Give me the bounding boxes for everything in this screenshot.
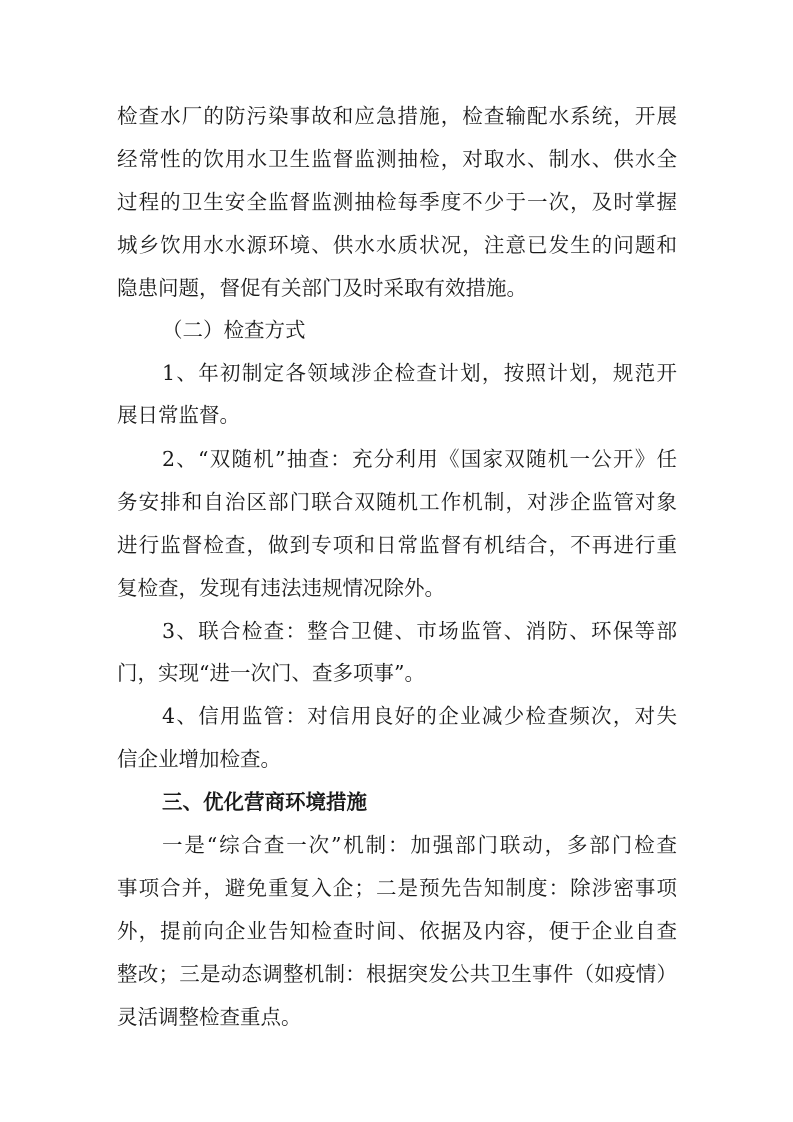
- paragraph-line: 复检查，发现有违法违规情况除外。: [117, 576, 445, 600]
- paragraph-line: 经常性的饮用水卫生监督监测抽检，对取水、制水、供水全: [117, 147, 677, 171]
- paragraph-line: 检查水厂的防污染事故和应急措施，检查输配水系统，开展: [117, 104, 677, 128]
- paragraph-line: 隐患问题，督促有关部门及时采取有效措施。: [117, 276, 527, 300]
- paragraph-line: 进行监督检查，做到专项和日常监督有机结合，不再进行重: [117, 533, 677, 557]
- paragraph-line: 灵活调整检查重点。: [117, 1005, 302, 1029]
- paragraph-line: 信企业增加检查。: [117, 747, 281, 771]
- paragraph-line: 展日常监督。: [117, 403, 240, 427]
- paragraph-line: 整改；三是动态调整机制：根据突发公共卫生事件（如疫情）: [117, 962, 677, 986]
- list-item: 1、年初制定各领域涉企检查计划，按照计划，规范开: [162, 361, 677, 385]
- list-item: 3、联合检查：整合卫健、市场监管、消防、环保等部: [162, 619, 677, 643]
- section-heading: （二）检查方式: [162, 318, 306, 342]
- paragraph-line: 门，实现“进一次门、查多项事”。: [117, 661, 425, 685]
- paragraph-line: 外，提前向企业告知检查时间、依据及内容，便于企业自查: [117, 919, 677, 943]
- paragraph-line: 过程的卫生安全监督监测抽检每季度不少于一次，及时掌握: [117, 190, 677, 214]
- paragraph-line: 事项合并，避免重复入企；二是预先告知制度：除涉密事项: [117, 876, 677, 900]
- list-item: 2、“双随机”抽查：充分利用《国家双随机一公开》任: [162, 447, 677, 471]
- list-item: 4、信用监管：对信用良好的企业减少检查频次，对失: [162, 704, 677, 728]
- section-heading: 三、优化营商环境措施: [162, 790, 367, 814]
- list-item: 一是“综合查一次”机制：加强部门联动，多部门检查: [162, 833, 677, 857]
- paragraph-line: 务安排和自治区部门联合双随机工作机制，对涉企监管对象: [117, 490, 677, 514]
- paragraph-line: 城乡饮用水水源环境、供水水质状况，注意已发生的问题和: [117, 233, 677, 257]
